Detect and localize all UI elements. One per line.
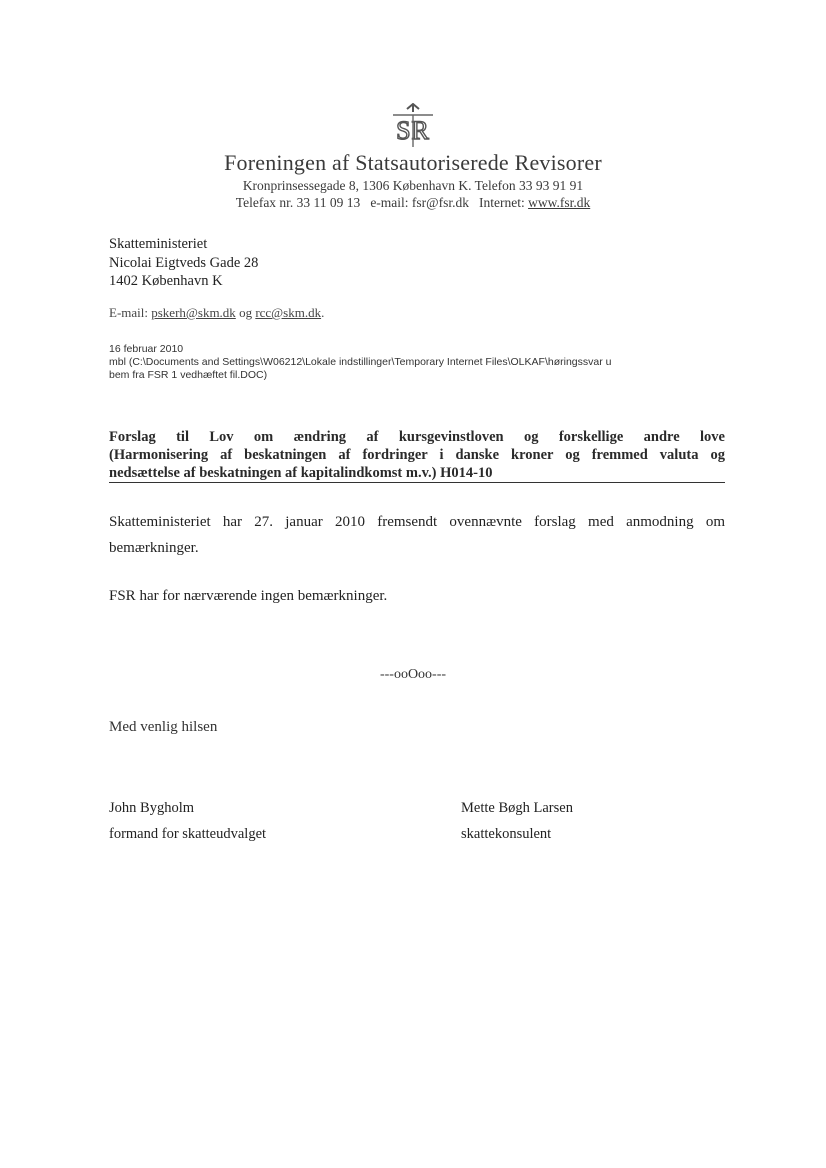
fsr-logo [385, 103, 441, 147]
document-path-2: bem fra FSR 1 vedhæftet fil.DOC) [109, 369, 268, 381]
signer-title: skattekonsulent [461, 826, 552, 842]
fsr-logo-icon [385, 103, 441, 147]
subject-line-3: nedsættelse af beskatningen af kapitalindkomst m.v.) H014-10 [109, 465, 493, 481]
organization-name: Foreningen af Statsautoriserede Revisorer [224, 150, 602, 175]
email-join: og [239, 305, 253, 320]
separator: ---ooOoo--- [379, 667, 447, 682]
organization-contact [0, 195, 826, 211]
recipient-line: Skatteministeriet [109, 236, 208, 252]
email-end: . [321, 305, 325, 320]
email-label: E-mail: [109, 305, 148, 320]
fax-number: Telefax nr. 33 11 09 13 [235, 195, 361, 210]
signature-left [109, 795, 266, 847]
body-paragraph-2: FSR har for nærværende ingen bemærkninger. [109, 588, 388, 604]
body-paragraph-1: Skatteministeriet har 27. januar 2010 fremsendt ovennævnte forslag med anmodning om bemærkninger. [109, 514, 725, 556]
document-meta [109, 343, 729, 382]
subject-line-2: (Harmonisering af beskatningen af fordringer i danske kroner og fremmed valuta og [109, 447, 725, 463]
organization-email[interactable]: e-mail: fsr@fsr.dk [370, 195, 469, 210]
internet-label: Internet: [478, 195, 525, 210]
closing-greeting: Med venlig hilsen [109, 719, 218, 735]
subject-heading [109, 428, 725, 482]
subject-underline [109, 482, 725, 483]
website-link[interactable]: www.fsr.dk [528, 195, 591, 210]
signer-name: John Bygholm [109, 800, 194, 816]
email-link-1[interactable]: pskerh@skm.dk [151, 305, 236, 320]
recipient-email-line [109, 305, 324, 321]
organization-address: Kronprinsessegade 8, 1306 København K. Telefon 33 93 91 91 [242, 178, 584, 193]
recipient-address [109, 235, 258, 291]
recipient-line: 1402 København K [109, 273, 223, 289]
signature-right [461, 795, 573, 847]
email-link-2[interactable]: rcc@skm.dk [255, 305, 322, 320]
recipient-line: Nicolai Eigtveds Gade 28 [109, 254, 259, 271]
logo-lettering: SR [396, 116, 430, 145]
document-path-1: mbl (C:\Documents and Settings\W06212\Lokale indstillinger\Temporary Internet Files\OLKAF\høringssvar u [109, 356, 612, 368]
document-date: 16 februar 2010 [109, 343, 184, 355]
subject-line-1: Forslag til Lov om ændring af kursgevinstloven og forskellige andre love [109, 429, 725, 445]
signer-name: Mette Bøgh Larsen [461, 800, 573, 816]
signer-title: formand for skatteudvalget [109, 826, 267, 842]
